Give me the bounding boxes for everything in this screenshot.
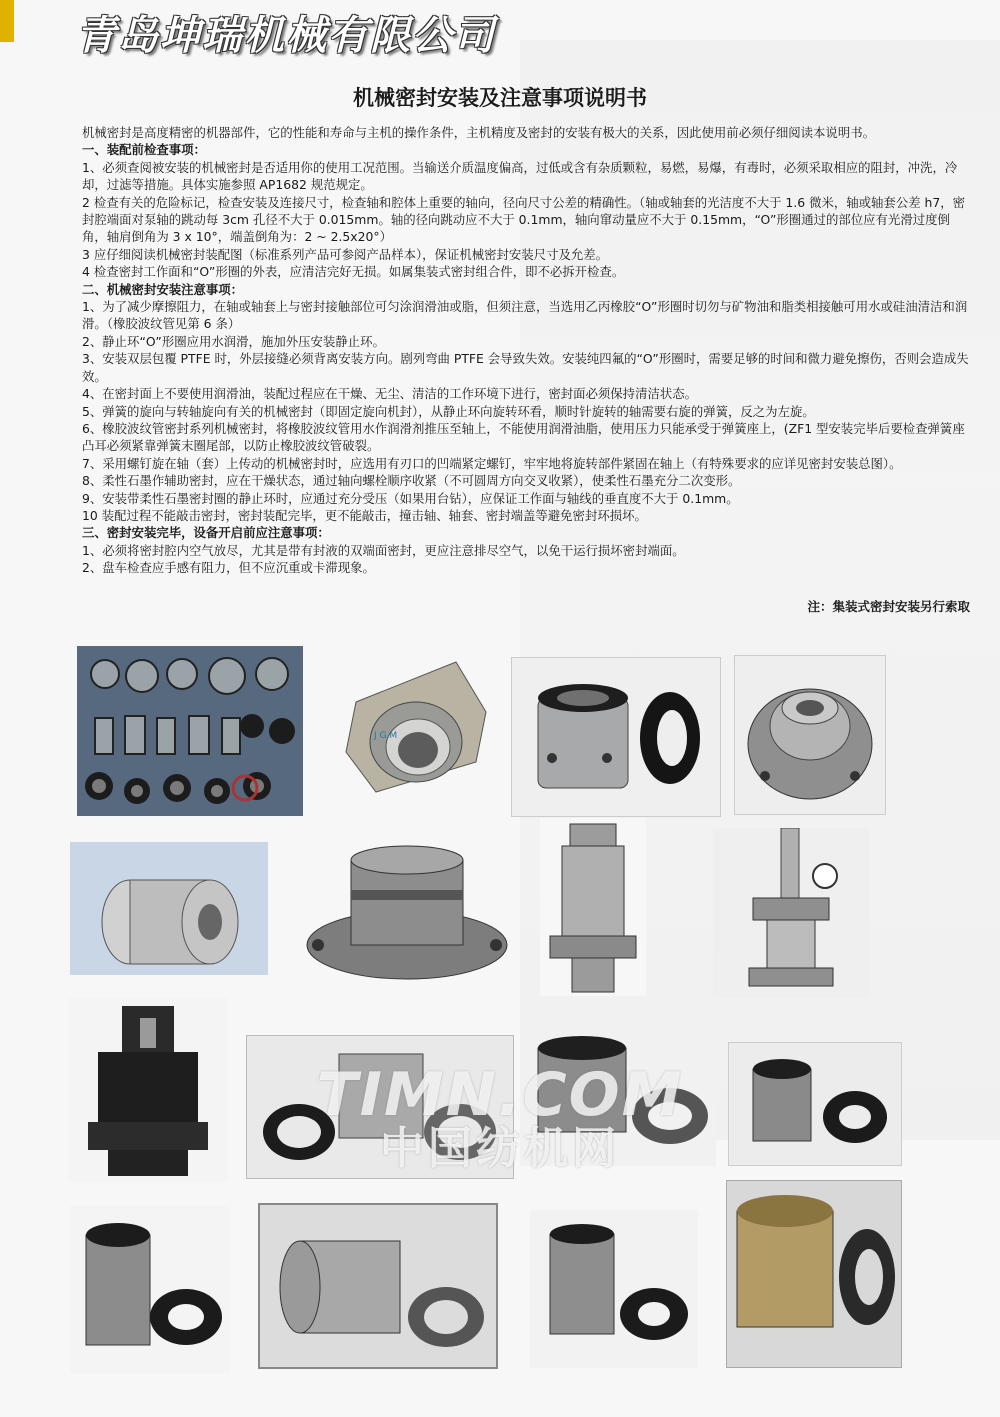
section1-item: 1、必须查阅被安装的机械密封是否适用你的使用工况范围。当输送介质温度偏高，过低或含有杂质颗粒，易燃，易爆，有毒时，必须采取相应的阻封，冲洗，冷却，过滤等措施。具体实施参照 AP1682 规范规定。 [82,159,958,193]
section2-item: 9、安装带柔性石墨密封圈的静止环时，应通过充分受压（如果用台钻），应保证工作面与轴线的垂直度不大于 0.1mm。 [82,490,739,506]
watermark [290,1060,710,1176]
section2-item: 3、安装双层包覆 PTFE 时，外层接缝必须背离安装方向。剧列弯曲 PTFE 会导致失效。安装纯四氟的“O”形圈时，需要足够的时间和微力避免擦伤，否则会造成失效。 [82,351,969,384]
cartridge-seal-flange-photo [734,655,886,815]
corner-color-tab [0,0,14,42]
seal-with-rubber-ring-photo [511,657,721,817]
cartridge-seal-photo-1 [336,652,494,802]
section1-item: 4 检查密封工作面和“O”形圈的外表，应清洁完好无损。如属集装式密封组合件，即不必拆开检查。 [82,264,625,280]
cartridge-seal-photo-2 [303,830,511,984]
seal-parts-assortment-photo [77,646,303,816]
section2-item: 1、为了减少摩擦阻力，在轴或轴套上与密封接触部位可匀涂润滑油或脂，但须注意，当选用乙丙橡胶“O”形圈时切勿与矿物油和脂类相接触可用水或硅油清洁和润滑。（橡胶波纹管见第 6 条） [82,299,968,332]
instructions-body [82,124,974,577]
section2-heading: 二、机械密封安装注意事项： [82,281,244,297]
section3-item: 1、必须将密封腔内空气放尽，尤其是带有封液的双端面密封，更应注意排尽空气，以免干运行损坏密封端面。 [82,542,685,558]
brand-mark-label: J G M [374,731,398,741]
spring-seal-photo-2 [728,1042,902,1166]
section1-heading: 一、装配前检查事项： [82,142,206,158]
wave-spring-seal-photo [258,1203,498,1369]
tandem-seal-photo [540,818,646,996]
double-seal-photo [70,842,268,975]
section2-item: 4、在密封面上不要使用润滑油，装配过程应在干燥、无尘、清洁的工作环境下进行，密封面必须保持清洁状态。 [82,386,698,402]
intro-paragraph: 机械密封是高度精密的机器部件，它的性能和寿命与主机的操作条件，主机精度及密封的安装有极大的关系，因此使用前必须仔细阅读本说明书。 [82,125,875,140]
section1-item: 3 应仔细阅读机械密封装配图（标准系列产品可参阅产品样本），保证机械密封安装尺寸及允差。 [82,246,609,262]
section1-item: 2 检查有关的危险标记，检查安装及连接尺寸，检查轴和腔体上重要的轴向，径向尺寸公差的精确性。（轴或轴套的光洁度不大于 1.6 微米，轴或轴套公差 h7，密封腔端面对泵轴的跳动每 3cm 孔径不大于 0.015mm。轴的径向跳动应不大于 0.1mm，轴向窜动量应不大于 0.15mm，“O”形圈通过的部位应有光滑过度倒角，轴肩倒角为 3 x 10°，端盖倒角为：2 ~ 2.5x20°） [82,194,966,245]
section3-item: 2、盘车检查应手感有阻力，但不应沉重或卡滞现象。 [82,560,375,576]
footnote: 注：集装式密封安装另行索取 [807,599,970,614]
section2-item: 8、柔性石墨作辅助密封，应在干燥状态，通过轴向螺栓顺序收紧（不可圆周方向交叉收紧），使柔性石墨充分二次变形。 [82,473,741,489]
company-name: 青岛坤瑞机械有限公司 [76,13,496,59]
section2-item: 7、采用螺钉旋在轴（套）上传动的机械密封时，应选用有刃口的凹端紧定螺钉，牢牢地将旋转部件紧固在轴上（有特殊要求的应详见密封安装总图）。 [82,455,902,471]
section2-item: 5、弹簧的旋向与转轴旋向有关的机械密封（即固定旋向机封），从静止环向旋转环看，顺时针旋转的轴需要右旋的弹簧，反之为左旋。 [82,403,815,419]
black-agitator-seal-photo [68,998,228,1182]
section2-item: 10 装配过程不能敲击密封，密封装配完毕，更不能敲击，撞击轴、轴套、密封端盖等避免密封环损坏。 [82,507,647,523]
brass-seal-photo [726,1180,902,1368]
watermark-line1: TIMN.COM [316,1060,684,1130]
section2-item: 2、静止环“O”形圈应用水润滑，施加外压安装静止环。 [82,333,385,349]
single-spring-seal-photo [70,1205,230,1373]
seal-with-gauge-photo [713,828,869,998]
section3-heading: 三、密封安装完毕，设备开启前应注意事项： [82,525,330,541]
conical-spring-seal-photo [530,1210,698,1368]
section2-item: 6、橡胶波纹管密封系列机械密封，将橡胶波纹管用水作润滑剂推压至轴上，不能使用润滑油脂，使用压力只能承受于弹簧座上，(ZF1 型安装完毕后要检查弹簧座凸耳必须紧靠弹簧末圈尾部，以防止橡胶波纹管破裂。 [82,420,965,454]
watermark-line2: 中国纺机网 [380,1123,620,1174]
page-title: 机械密封安装及注意事项说明书 [353,86,647,110]
